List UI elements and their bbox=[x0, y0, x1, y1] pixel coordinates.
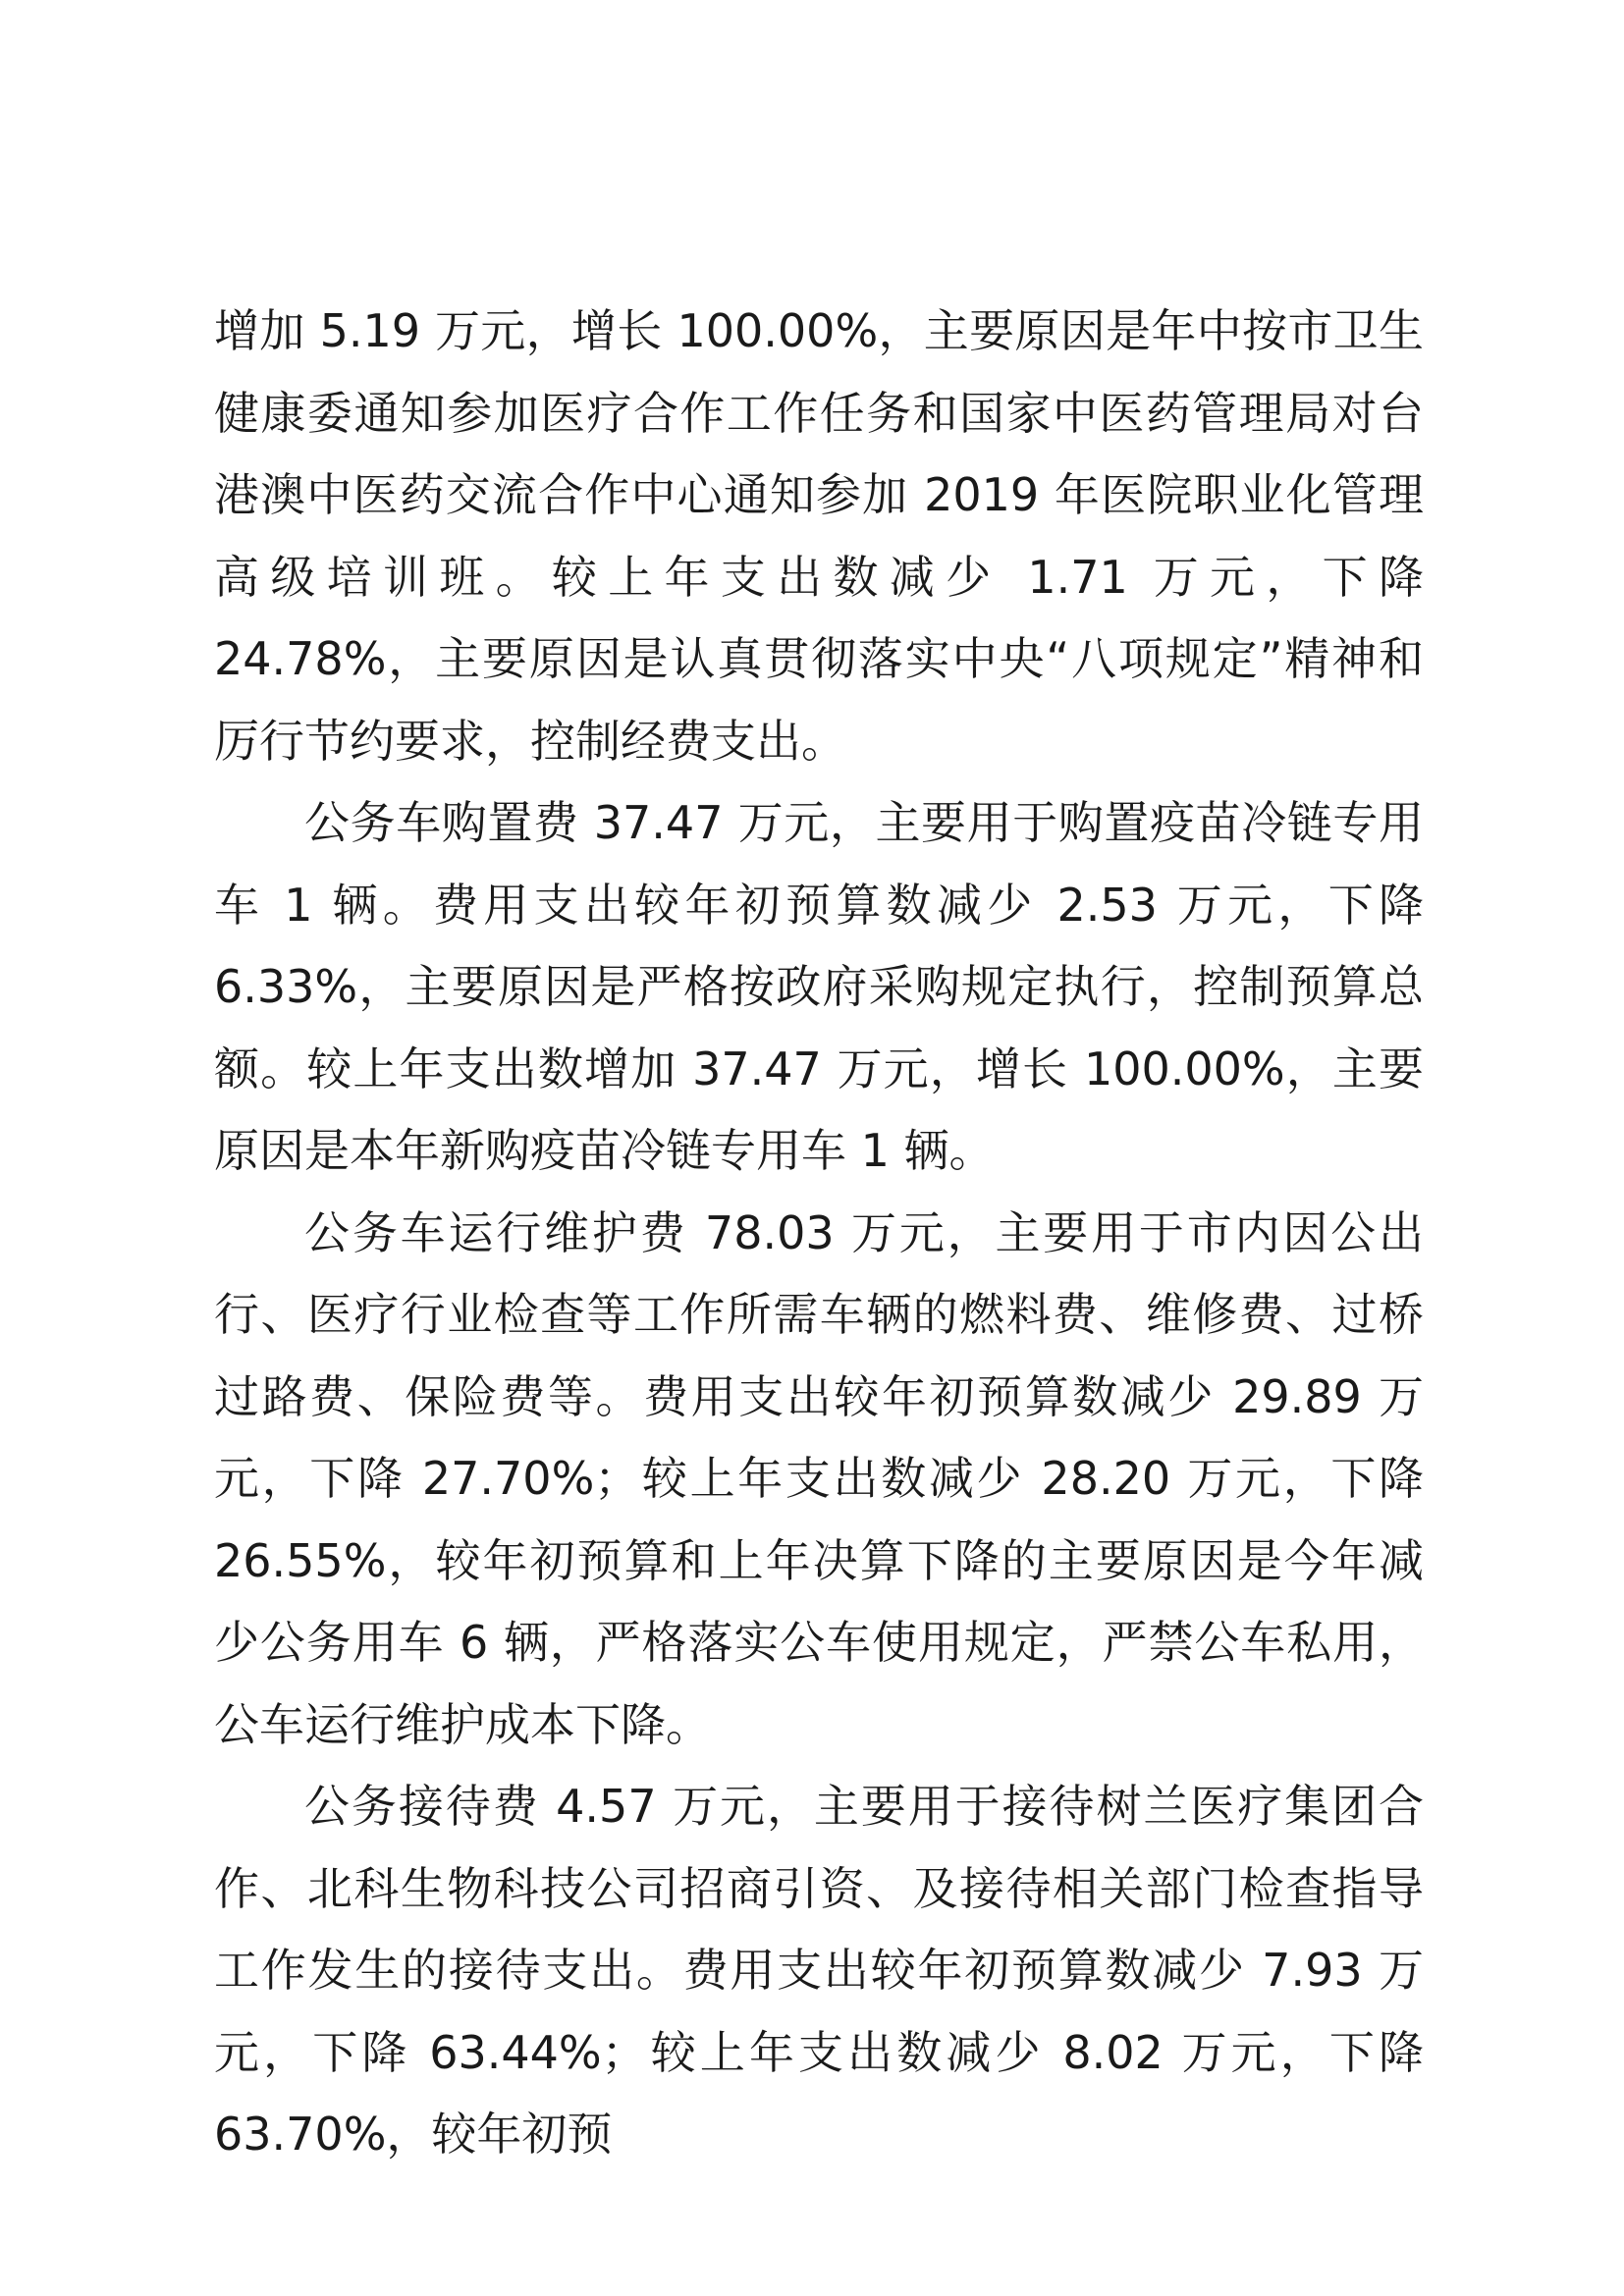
document-body bbox=[214, 291, 1424, 2176]
paragraph-reception: 公务接待费 4.57 万元，主要用于接待树兰医疗集团合作、北科生物科技公司招商引资、及接待相关部门检查指导工作发生的接待支出。费用支出较年初预算数减少 7.93 万元，下降 63.44%；较上年支出数减少 8.02 万元，下降 63.70%，较年初预 bbox=[214, 1780, 1424, 2161]
paragraph-continuation: 增加 5.19 万元，增长 100.00%，主要原因是年中按市卫生健康委通知参加医疗合作工作任务和国家中医药管理局对台港澳中医药交流合作中心通知参加 2019 年医院职业化管理高级培训班。较上年支出数减少 1.71 万元，下降 24.78%，主要原因是认真贯彻落实中央“八项规定”精神和厉行节约要求，控制经费支出。 bbox=[214, 304, 1424, 768]
paragraph-vehicle-purchase: 公务车购置费 37.47 万元，主要用于购置疫苗冷链专用车 1 辆。费用支出较年初预算数减少 2.53 万元，下降 6.33%，主要原因是严格按政府采购规定执行，控制预算总额。较上年支出数增加 37.47 万元，增长 100.00%，主要原因是本年新购疫苗冷链专用车 1 辆。 bbox=[214, 796, 1424, 1177]
paragraph-vehicle-maintenance: 公务车运行维护费 78.03 万元，主要用于市内因公出行、医疗行业检查等工作所需车辆的燃料费、维修费、过桥过路费、保险费等。费用支出较年初预算数减少 29.89 万元，下降 27.70%；较上年支出数减少 28.20 万元，下降 26.55%，较年初预算和上年决算下降的主要原因是今年减少公务用车 6 辆，严格落实公车使用规定，严禁公车私用，公车运行维护成本下降。 bbox=[214, 1205, 1424, 1751]
